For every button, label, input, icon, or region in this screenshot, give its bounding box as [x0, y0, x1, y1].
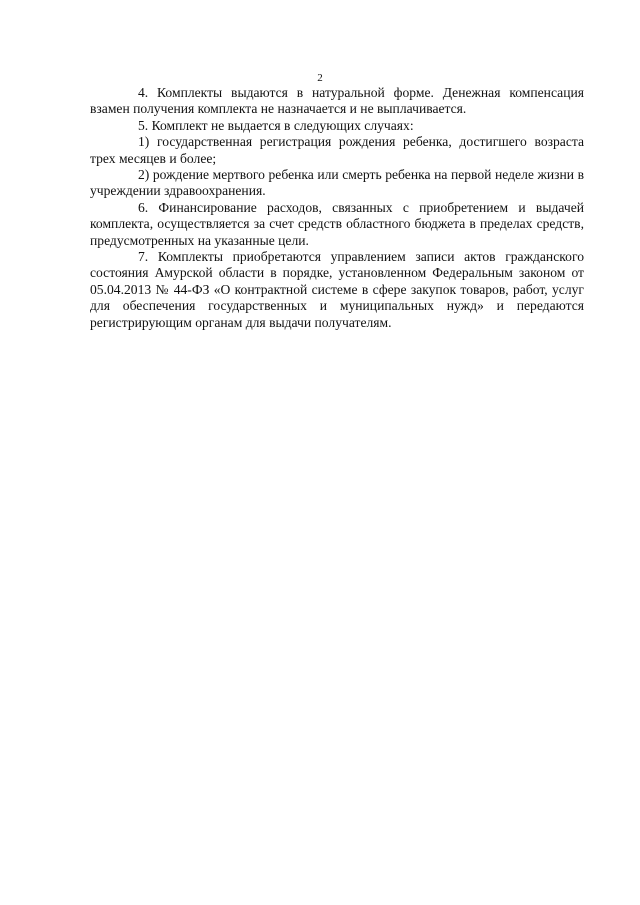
paragraph-5-not-issued-cases: 5. Комплект не выдается в следующих случаях: [138, 117, 414, 133]
paragraph-6-financing: 6. Финансирование расходов, связанных с приобретением и выдачей комплекта, осуществляется за счет средств областного бюджета в пределах средств, предусмотренных на указанные цели. [90, 199, 584, 248]
paragraph-5-item-1: 1) государственная регистрация рождения ребенка, достигшего возраста трех месяцев и более; [90, 134, 584, 166]
paragraph-5-item-2: 2) рождение мертвого ребенка или смерть ребенка на первой неделе жизни в учреждении здравоохранения. [90, 167, 584, 199]
paragraph-4-natural-form: 4. Комплекты выдаются в натуральной форме. Денежная компенсация взамен получения комплекта не назначается и не выплачивается. [90, 85, 584, 117]
document-body [90, 85, 584, 331]
paragraph-7-procurement: 7. Комплекты приобретаются управлением записи актов гражданского состояния Амурской области в порядке, установленном Федеральным законом от 05.04.2013 № 44-ФЗ «О контрактной системе в сфере закупок товаров, работ, услуг для обеспечения государственных и муниципальных нужд» и передаются регистрирующим органам для выдачи получателям. [90, 249, 584, 330]
page-number: 2 [317, 72, 323, 84]
